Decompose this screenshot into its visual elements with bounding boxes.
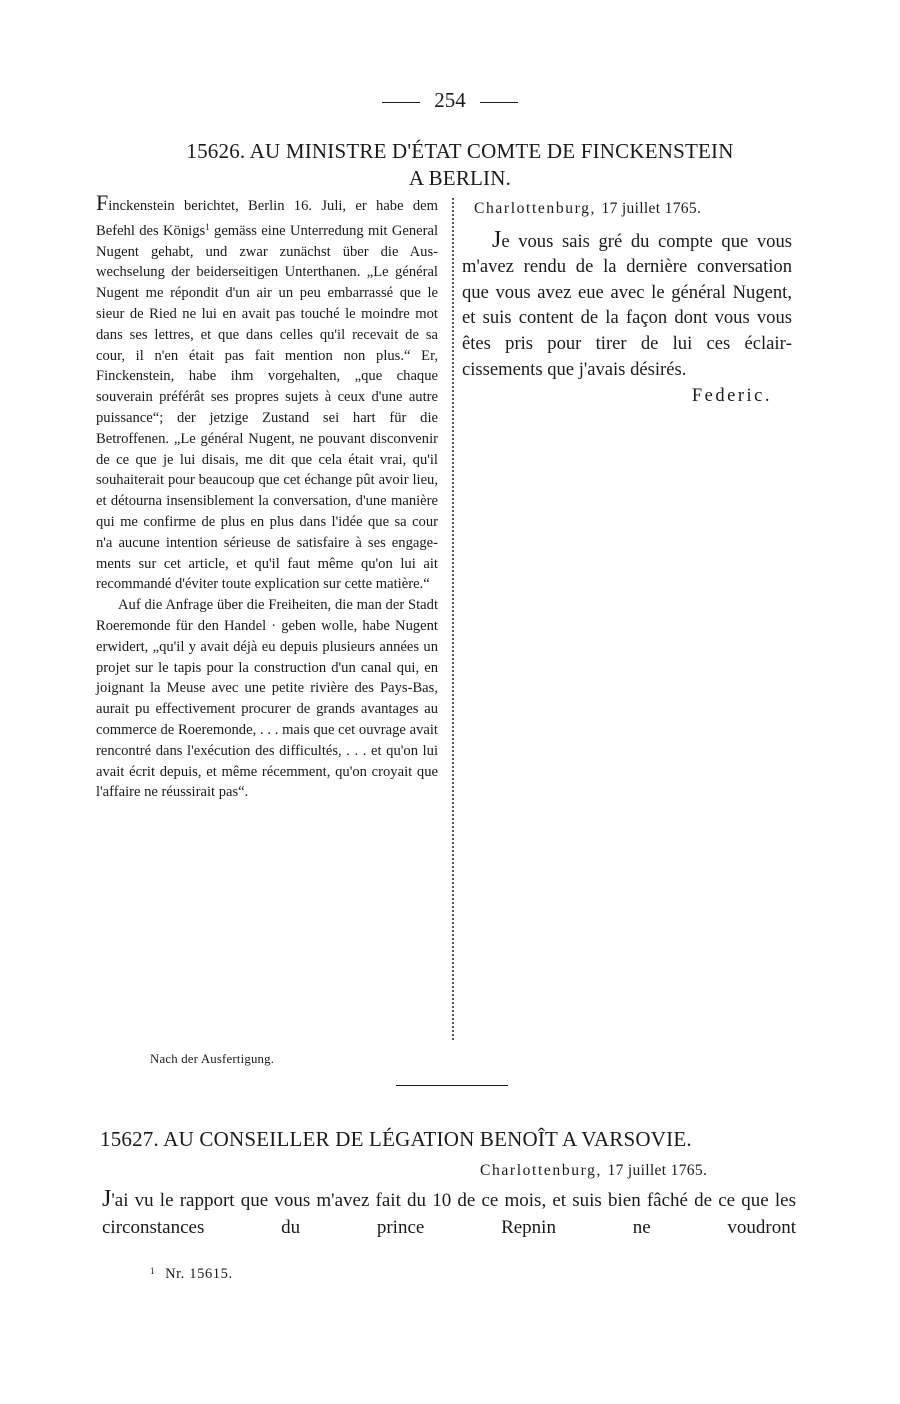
letter-15626-text (462, 228, 792, 383)
page-number-rule-right (480, 102, 518, 103)
letter-15626-heading-line2: A BERLIN. (408, 166, 512, 190)
letter-15627-place: Charlottenburg, (480, 1162, 603, 1179)
report-summary-column (96, 190, 438, 803)
report-paragraph-2: Auf die Anfrage über die Freiheiten, die man der Stadt Roeremonde für den Handel · geben wolle, habe Nugent erwidert, „qu'il y avait déjà eu depuis plusieurs années un projet sur le tapis pour la construction d'un canal qui, en joignant la Meuse avec une petite rivière des Pays-Bas, aurait pu effectivement procurer de grands avantages au commerce de Roeremonde, . . . mais que cet ouvrage avait rencontré dans l'exécution des difficultés, . . . et qu'on lui avait écrit depuis, et même récemment, qu'on croyait que l'affaire ne réussirait pas“. (96, 597, 438, 801)
letter-15626-date: 17 juillet 1765. (601, 200, 702, 217)
letter-15626-text-body: e vous sais gré du compte que vous m'avez rendu de la dernière conversation que vous avez eue avec le général Nugent, et suis content de la façon dont vous vous êtes pris pour tirer de lui ces éclaircissements que j'avais désirés. (462, 230, 792, 380)
footnote-marker-inline: 1 (205, 221, 210, 232)
letter-15626-place-date (474, 196, 792, 222)
letter-column (462, 196, 792, 410)
letter-15626-heading (90, 138, 830, 192)
report-paragraph-1-start: inckenstein berichtet, Berlin 16. Juli, er habe dem Befehl des Königs (96, 198, 438, 239)
letter-15627-text-body: 'ai vu le rapport que vous m'avez fait du 10 de ce mois, et suis bien fâché de ce que les circonstances du prince Repnin ne voudront (102, 1190, 796, 1238)
letter-15627-text (102, 1186, 796, 1241)
section-separator (396, 1085, 508, 1086)
letter-15627-place-date (480, 1162, 707, 1180)
page-number-rule-left (382, 102, 420, 103)
column-divider (452, 198, 454, 1040)
page-number-text: 254 (434, 88, 466, 112)
letter-15626-place: Charlottenburg, (474, 200, 597, 217)
letter-15627-dropcap: J (102, 1186, 112, 1212)
report-paragraph-1 (96, 190, 438, 595)
page-number (0, 88, 900, 113)
letter-15627-heading: 15627. AU CONSEILLER DE LÉGATION BENOÎT A VARSOVIE. (100, 1127, 692, 1151)
letter-15626-dropcap: J (492, 226, 502, 253)
letter-15626-signature: Federic. (691, 386, 772, 407)
letter-15626-heading-line1: 15626. AU MINISTRE D'ÉTAT COMTE DE FINCKENSTEIN (186, 139, 734, 163)
footnote-marker: 1 (150, 1266, 156, 1276)
footnote (150, 1266, 233, 1283)
letter-15627-date: 17 juillet 1765. (607, 1162, 708, 1179)
footnote-text: Nr. 15615. (165, 1266, 233, 1282)
report-paragraph-1-cont: gemäss eine Unterredung mit General Nugent gehabt, und zwar zunächst über die Auswechselung der beiderseitigen Unterthanen. „Le général Nugent me répondit d'un air un peu embarrassé que le sieur de Ried ne lui en avait pas touché le moindre mot dans ses lettres, et que dans celles qu'il recevait de sa cour, il n'en était pas fait mention non plus.“ Er, Finckenstein, habe ihm vorgehalten, „que chaque souverain préférât ses propres sujets à ceux d'une autre puissance“; der jetzige Zustand sei hart für die Betroffenen. „Le général Nugent, ne pouvant disconvenir de ce que je lui disais, me dit que cela était vrai, qu'il souhaiterait pour beaucoup que cet échange pût avoir lieu, et détourna insensiblement la conversation, d'une manière qui me confirme de plus en plus dans l'idée que sa cour n'a aucune intention sérieuse de satisfaire à ses engagements sur cet article, et qu'il faut même qu'on lui ait recommandé d'éviter toute explication sur cette matière.“ (96, 222, 438, 593)
source-note: Nach der Ausfertigung. (150, 1052, 275, 1066)
report-dropcap: F (96, 190, 109, 215)
